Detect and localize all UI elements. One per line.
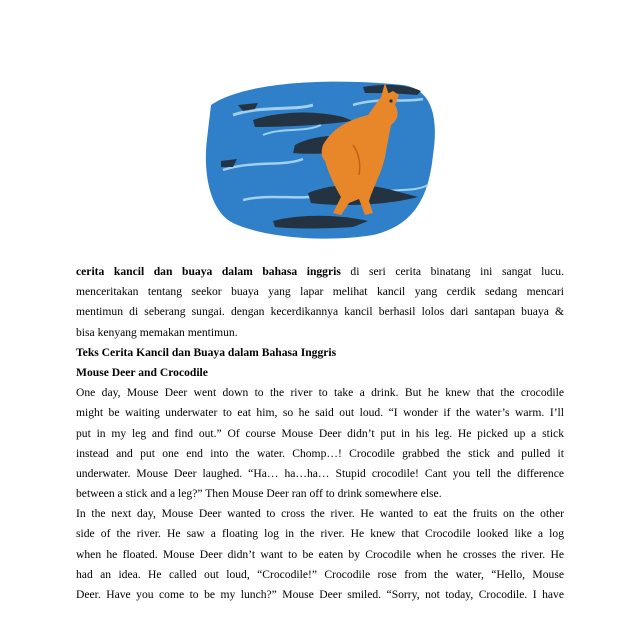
paragraph-1-line-2: might be waiting underwater to eat him, so he said out loud. “I wonder if the water’s warm. I’ll xyxy=(76,406,564,420)
mouse-deer-illustration xyxy=(203,75,438,241)
paragraph-1-line-3: put in my leg and find out.” Of course Mouse Deer didn’t put in his leg. He picked up a stick xyxy=(76,426,564,440)
paragraph-1-line-4: instead and put one end into the water. Chomp…! Crocodile grabbed the stick and pulled it xyxy=(76,446,564,460)
paragraph-2-line-2: side of the river. He saw a floating log in the river. He knew that Crocodile looked like a log xyxy=(76,527,564,541)
paragraph-1-line-1: One day, Mouse Deer went down to the river to take a drink. But he knew that the crocodile xyxy=(76,386,564,400)
paragraph-1-line-5: underwater. Mouse Deer laughed. “Ha… ha…ha… Stupid crocodile! Cant you tell the difference xyxy=(76,466,564,480)
intro-line-3: mentimun di seberang sungai. dengan kecerdikannya kancil berhasil lolos dari santapan buaya & xyxy=(76,305,564,319)
section-heading: Teks Cerita Kancil dan Buaya dalam Bahasa Inggris xyxy=(76,345,337,359)
paragraph-2-line-1: In the next day, Mouse Deer wanted to cross the river. He wanted to eat the fruits on the other xyxy=(76,507,564,521)
story-title: Mouse Deer and Crocodile xyxy=(76,365,208,379)
intro-line-4: bisa kenyang memakan mentimun. xyxy=(76,325,238,339)
paragraph-2-line-3: when he floated. Mouse Deer didn’t want to be eaten by Crocodile when he crosses the river. He xyxy=(76,547,564,561)
intro-line-1-rest: di seri cerita binatang ini sangat lucu. xyxy=(340,265,564,278)
article-body xyxy=(76,262,564,605)
paragraph-1-line-6: between a stick and a leg?” Then Mouse Deer ran off to drink somewhere else. xyxy=(76,487,442,501)
paragraph-2-line-4: had an idea. He called out loud, “Crocodile!” Crocodile rose from the water, “Hello, Mouse xyxy=(76,567,564,581)
intro-line-2: menceritakan tentang seekor buaya yang lapar melihat kancil yang cerdik sedang mencari xyxy=(76,285,564,299)
paragraph-2-line-5: Deer. Have you come to be my lunch?” Mouse Deer smiled. “Sorry, not today, Crocodile. I have xyxy=(76,588,564,601)
intro-line-1 xyxy=(76,262,564,282)
intro-lead-bold: cerita kancil dan buaya dalam bahasa inggris xyxy=(76,265,341,278)
